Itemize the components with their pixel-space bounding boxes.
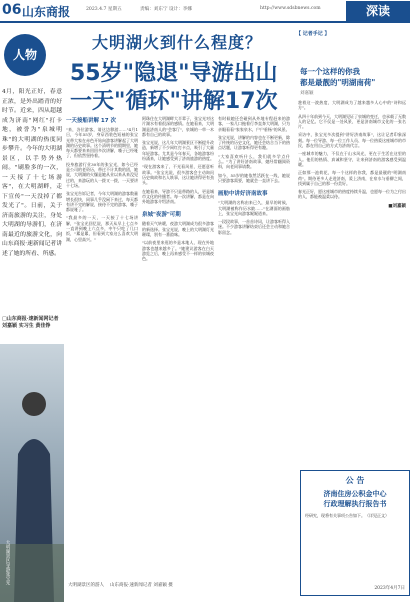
paper-brand: 山东商报 [22,5,71,19]
col3-paragraph: 如今，55岁的她依然活跃在一线，她说只要游客需要，她就会一直讲下去。 [218,172,290,183]
column-2 [142,116,214,576]
right-paragraph: 正如那一池荷花，每一个这样的你我，都是最靓的"明湖南荷"。期待更多人走进济南，爱上济南，在泉水与垂柳之间，找到属于自己的那一份美好。 [298,170,406,186]
col2-paragraph: "现在游客来了，不光看风景，还愿意听故事。"张宝光说，很多游客会主动询问历史典故和名人轶事，这让她讲得更有劲头。 [142,164,214,186]
right-body [298,100,406,209]
col3-paragraph: "大家喜欢听什么，我们就多学点什么。"为了讲好济南故事，她经常翻阅资料，向老同事请教。 [218,153,290,170]
editors-line: 责编：刘东宁 设计：李娜 [140,7,192,12]
sidebar-photo [0,344,64,602]
date-line: 2023.4.7 星期五 [86,7,122,12]
column-3 [218,116,290,576]
right-title-2: 都是最靓的"明湖南荷" [300,78,376,87]
notice-title-2: 行政理解执行报告书 [323,500,387,508]
col2-paragraph: 在她看来，导游不只是带路的人，更是城市文化的传播者。每一次讲解，都是在向外地游客介绍济南。 [142,188,214,205]
website-url[interactable]: http://www.sdsbnews.com [260,6,321,11]
notice-title-1: 济南住房公积金中心 [323,490,387,498]
right-paragraph: 一座城市的魅力，不仅在于山水风光，更在于生活在这里的人。他们的热情、真诚和坚守，让来到济南的游客感受到温暖。 [298,151,406,167]
col2-paragraph: 张宝光说，这几年大明湖景区不断提升改造，新增了不少网红打卡点，吸引了大量年轻游客。尤其是今年春天，各地游客纷纷涌来，让她感受到了济南旅游的热度。 [142,140,214,162]
page-number: 06 [2,2,22,18]
section-tag [346,1,410,21]
col2-paragraph: 随着天气转暖，夜游大明湖成为很多游客的新选择。张宝光说，晚上的大明湖灯光璀璨，别有一番韵味。 [142,221,214,238]
col3-paragraph: 有时候她还会碰到从外地专程赶来的游客，一家几口拖着行李直奔大明湖，只为亲眼看看"家家泉水，户户垂杨"的风景。 [218,116,290,132]
col3-paragraph: 张宝光说，讲解的内容也在不断更新，除了传统的历史文化，她还会结合当下的热点话题，让游客听得更有趣。 [218,134,290,151]
headline-main-1: 55岁"隐退"导游出山 [70,61,278,86]
column1-subhead: 一天接船讲解 17 次 [66,118,116,124]
header-rule [0,21,410,23]
col2-paragraph: 阿珠住在大明湖畔大半辈子，张宝光对这片湖水有着很深的感情。在她看来，大明湖是济南人的"会客厅"，泉城的一草一木都有自己的故事。 [142,116,214,137]
right-paragraph: 趁着这一波热度，大明湖成为了越来越多人心中的"诗和远方"。 [298,100,406,111]
right-title-1: 每一个这样的你我 [300,67,360,76]
sidebar [0,24,64,602]
right-paragraph: 春光正好，愿这座城市的热度持续升温，也愿每一位为之付出的人，都能被温柔以待。 [298,189,406,200]
footer-credit: 山东商报·速新闻记者 刘嘉颖 摄 [110,583,173,588]
right-paragraph: 从四十年前到今天，大明湖见证了泉城的变迁，也承载了无数人的记忆。它不仅是一处风景，更是济南城市文化的一张名片。 [298,113,406,130]
footer-note: 大明湖景区的游人 [68,583,104,588]
col1-paragraph: 投身旅游行业30年的张宝光，如今已经是公司的老资历，带过不计其数的团，她说，大明湖的火爆是她从业以来从来没见过的，来游玩的人一拨又一拨，一天要讲十七场。 [66,161,138,188]
col1-paragraph: 张宝光告诉记者，今年大明湖的游客数量增长很快，同事几乎没闲下来过，每天都有讲不完的解说，接待不完的游客，嗓子都说哑了。 [66,191,138,213]
editor-tag: 【 记者手记 】 [296,31,330,37]
page-header [0,0,410,21]
photo-caption: 大明湖景区导游张宝光 [5,540,10,585]
sidebar-tag [4,34,46,76]
headline-kicker: 大明湖火到什么程度？ [92,33,263,52]
col2-paragraph: "以前夜里来逛的多是本地人，现在外地游客也越来越多了。"她建议游客在白天游览之后，晚上再来感受不一样的泉城夜色。 [142,240,214,262]
column3-subhead: 画舫中讲好济南故事 [218,191,268,198]
right-sign: ■刘嘉颖 [388,203,406,209]
column2-subhead: 泉城"夜游"可期 [142,212,181,219]
sidebar-tag-label: 人物 [12,48,37,62]
col3-paragraph: 一段段故事，一首首诗词，让游客听得入迷。不少游客讲解结束后还会主动和她合影留念。 [218,219,290,235]
sidebar-intro: 4月，阳光正好，春意正浓，是外出踏青的好时节。近来，四从超越成为济南"网红"打卡地，被誉为"泉城明珠"的大明湖的热度同步攀升。今年的大明湖景区，以手势外热闹。"刷脸多的一次，一天接了十七场游客"，在大明湖畔，走下宣传"一天没掉了都发光了"。日前，关于济南旅游的关注，身处大明湖的导游们，在济南最近的旅游文化，向山东商报·速新闻记者讲述了她的所看、所感。 [2,89,62,257]
right-byline: 刘嘉颖 [300,91,314,96]
notice-date: 2023年4月7日 [374,586,405,591]
section-label: 深读 [365,4,390,18]
col3-paragraph: "大明湖的名称由来已久，最早的时候，大明湖被称作历水陂……"在湖面的画舫上，张宝光向游客娓娓道来。 [218,200,290,216]
headline-main-2: 一天"循环"讲解17次 [70,89,278,114]
sidebar-reporter: □山东商报·速新闻网记者 刘嘉颖 实习生 黄佳铮 [2,316,59,329]
right-paragraph: 采访中，张宝光多次提到"讲好济南故事"，这让记者印象深刻。每一位导游、每一位工作人员、每一位热爱这座城市的市民，都在用自己的方式为济南代言。 [298,132,406,149]
notice-label: 公 告 [345,476,365,485]
right-column [296,26,408,466]
col1-paragraph: "来，各位游客，请这边移游……"4月1日，今年55岁，身穿西装色短袖的张宝光带大家在赤色开始向游客讲解起了大明湖的历史故事。这个清明节的假期里，她每天都要来来回回多次讲解，嗓子已经哑了，但依然坚持着。 [66,127,138,159]
notice-body: 经研究，现将有关事项公告如下。（详见正文） [305,513,389,518]
col1-paragraph: "我最多的一天，一天接了十七场讲解，"张宝光回忆说，那天从早上七点多一直讲到晚上六点多，中午只吃了几口饭，"累是累，但看到大家这么喜欢大明湖，心里高兴。" [66,215,138,242]
column-1 [66,116,138,576]
notice-box [300,470,410,596]
